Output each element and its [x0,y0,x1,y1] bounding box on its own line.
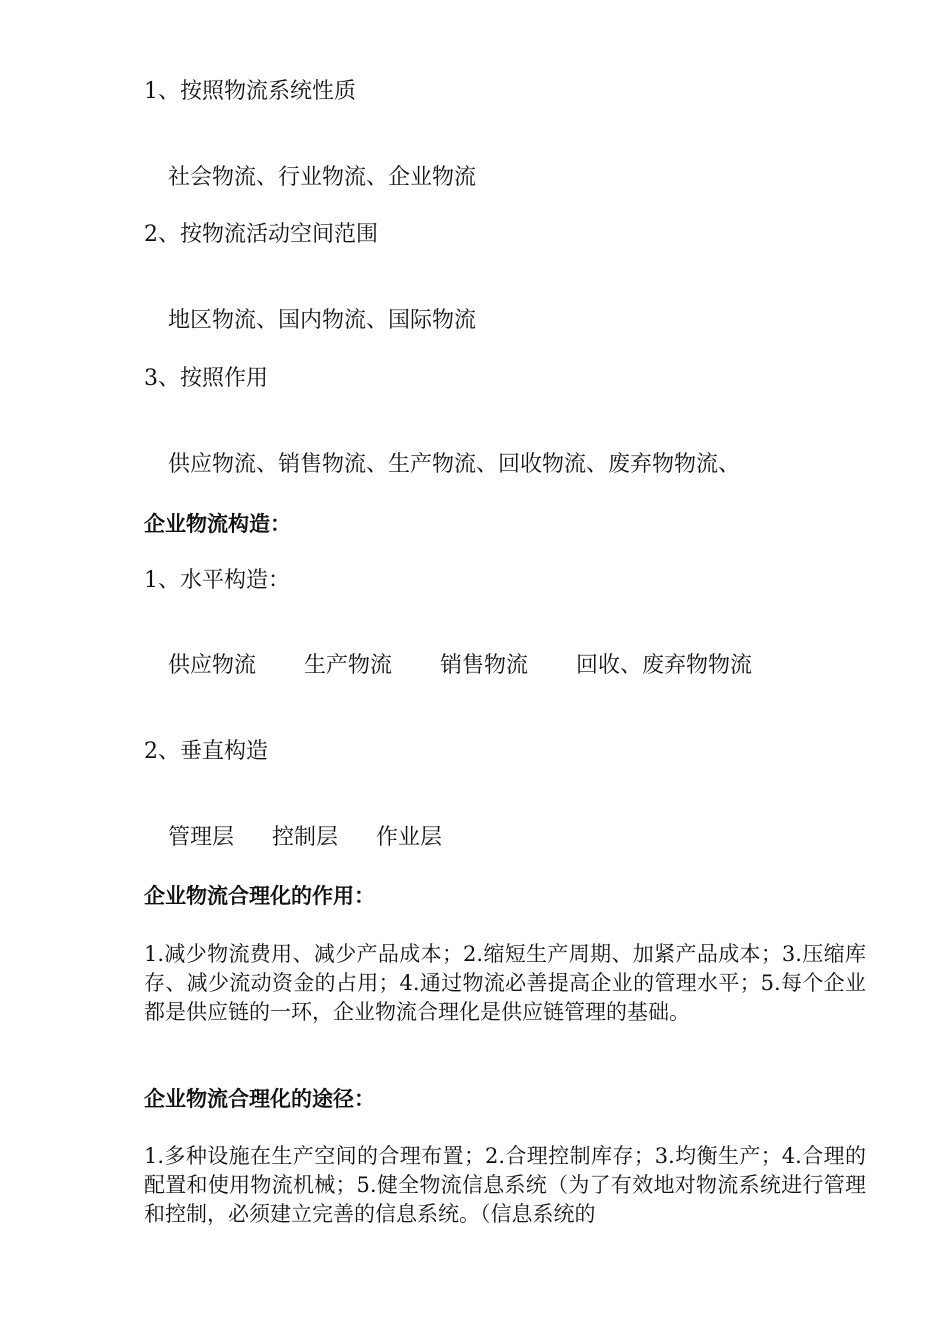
horizontal-structure-items [168,652,752,680]
rationalization-role-body: 1.减少物流费用、减少产品成本；2.缩短生产周期、加紧产品成本；3.压缩库存、减少流动资金的占用；4.通过物流必善提高企业的管理水平；5.每个企业都是供应链的一环，企业物流合理化是供应链管理的基础。 [144,942,866,1024]
classification-item-3-label: 3、按照作用 [144,366,268,391]
rationalization-path-body: 1.多种设施在生产空间的合理布置；2.合理控制库存；3.均衡生产；4.合理的配置和使用物流机械；5.健全物流信息系统（为了有效地对物流系统进行管理和控制，必须建立完善的信息系统。（信息系统的 [144,1144,866,1226]
horizontal-item-supply: 供应物流 [168,653,257,678]
classification-item-3-values: 供应物流、销售物流、生产物流、回收物流、废弃物物流、 [168,452,741,477]
rationalization-role-heading: 企业物流合理化的作用： [144,883,375,908]
rationalization-path-heading: 企业物流合理化的途径： [144,1086,375,1111]
classification-item-2-values: 地区物流、国内物流、国际物流 [168,308,477,333]
horizontal-item-sales: 销售物流 [440,653,529,678]
classification-item-1-values: 社会物流、行业物流、企业物流 [168,165,477,190]
horizontal-item-recycle: 回收、废弃物物流 [576,653,753,678]
horizontal-item-production: 生产物流 [304,653,393,678]
classification-item-2-label: 2、按物流活动空间范围 [144,222,378,247]
horizontal-structure-label: 1、水平构造： [144,568,290,593]
classification-item-1-label: 1、按照物流系统性质 [144,79,356,104]
vertical-structure-items [168,824,442,852]
structure-heading: 企业物流构造： [144,511,291,536]
vertical-structure-label: 2、垂直构造 [144,739,268,764]
vertical-item-operation: 作业层 [376,825,443,850]
vertical-item-control: 控制层 [272,825,339,850]
vertical-item-management: 管理层 [168,825,235,850]
